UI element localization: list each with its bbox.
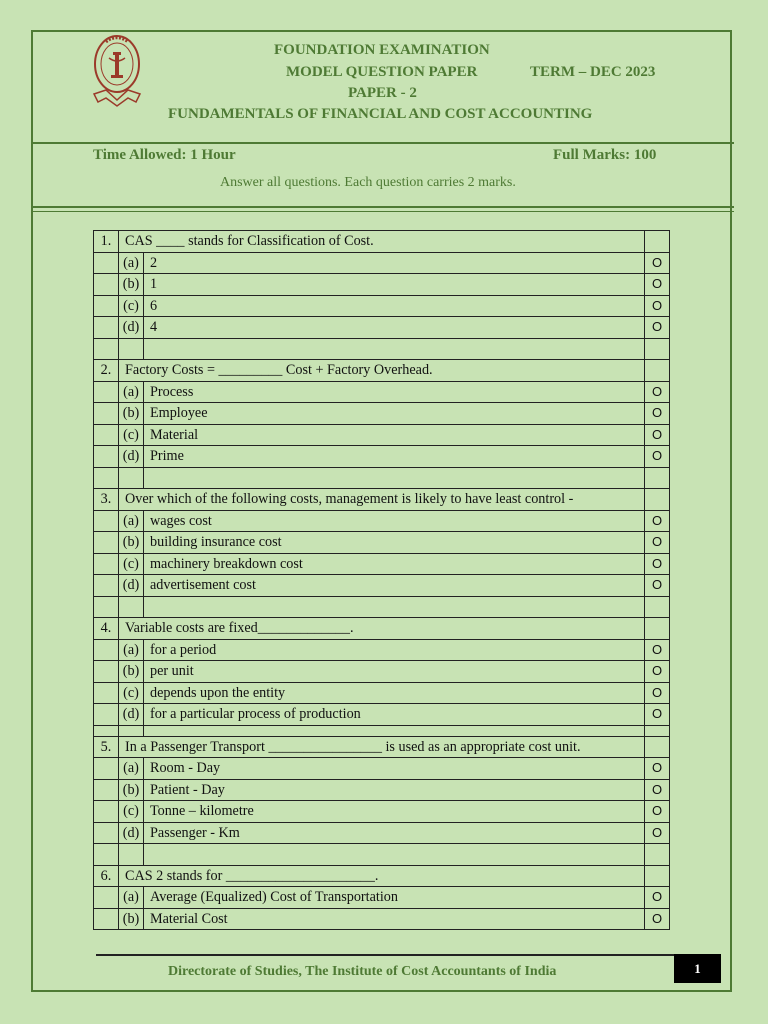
time-allowed: Time Allowed: 1 Hour bbox=[93, 147, 236, 163]
question-text: CAS ____ stands for Classification of Cost. bbox=[119, 231, 645, 253]
footer-org: Directorate of Studies, The Institute of Cost Accountants of India bbox=[168, 964, 557, 979]
question-number: 5. bbox=[94, 736, 119, 758]
spacer-row bbox=[94, 338, 670, 360]
question-row bbox=[94, 231, 670, 253]
option-key: (d) bbox=[119, 704, 144, 726]
option-radio[interactable]: O bbox=[645, 682, 670, 704]
spacer-cell bbox=[645, 467, 670, 489]
option-row bbox=[94, 661, 670, 683]
option-radio[interactable]: O bbox=[645, 295, 670, 317]
subject-title: FUNDAMENTALS OF FINANCIAL AND COST ACCOUNTING bbox=[168, 106, 593, 122]
option-radio[interactable]: O bbox=[645, 639, 670, 661]
option-key: (c) bbox=[119, 424, 144, 446]
spacer-cell bbox=[645, 725, 670, 736]
option-key: (d) bbox=[119, 822, 144, 844]
option-key: (a) bbox=[119, 252, 144, 274]
spacer-cell bbox=[144, 596, 645, 618]
option-key: (b) bbox=[119, 779, 144, 801]
question-marker-cell bbox=[645, 865, 670, 887]
questions-table bbox=[93, 230, 670, 930]
option-row-blank bbox=[94, 887, 119, 909]
option-row-blank bbox=[94, 446, 119, 468]
spacer-cell bbox=[94, 844, 119, 866]
option-row bbox=[94, 682, 670, 704]
spacer-cell bbox=[645, 596, 670, 618]
option-row bbox=[94, 779, 670, 801]
institute-logo-icon bbox=[92, 34, 142, 108]
question-marker-cell bbox=[645, 736, 670, 758]
spacer-cell bbox=[144, 725, 645, 736]
spacer-row bbox=[94, 596, 670, 618]
option-key: (a) bbox=[119, 510, 144, 532]
option-text: 4 bbox=[144, 317, 645, 339]
option-row-blank bbox=[94, 822, 119, 844]
option-text: building insurance cost bbox=[144, 532, 645, 554]
spacer-cell bbox=[94, 725, 119, 736]
option-text: depends upon the entity bbox=[144, 682, 645, 704]
option-row bbox=[94, 252, 670, 274]
option-key: (a) bbox=[119, 639, 144, 661]
option-radio[interactable]: O bbox=[645, 553, 670, 575]
spacer-cell bbox=[144, 467, 645, 489]
question-number: 4. bbox=[94, 618, 119, 640]
option-key: (d) bbox=[119, 446, 144, 468]
option-radio[interactable]: O bbox=[645, 381, 670, 403]
option-key: (b) bbox=[119, 274, 144, 296]
option-key: (b) bbox=[119, 403, 144, 425]
option-radio[interactable]: O bbox=[645, 887, 670, 909]
option-text: 2 bbox=[144, 252, 645, 274]
exam-title: FOUNDATION EXAMINATION bbox=[274, 42, 490, 58]
option-row bbox=[94, 887, 670, 909]
option-row bbox=[94, 424, 670, 446]
option-radio[interactable]: O bbox=[645, 274, 670, 296]
option-key: (c) bbox=[119, 801, 144, 823]
option-key: (a) bbox=[119, 381, 144, 403]
spacer-cell bbox=[119, 338, 144, 360]
question-number: 6. bbox=[94, 865, 119, 887]
option-text: 6 bbox=[144, 295, 645, 317]
option-row-blank bbox=[94, 403, 119, 425]
option-text: Room - Day bbox=[144, 758, 645, 780]
option-key: (b) bbox=[119, 532, 144, 554]
question-row bbox=[94, 865, 670, 887]
option-row bbox=[94, 553, 670, 575]
question-number: 2. bbox=[94, 360, 119, 382]
option-row-blank bbox=[94, 682, 119, 704]
option-text: Prime bbox=[144, 446, 645, 468]
option-row-blank bbox=[94, 661, 119, 683]
option-text: per unit bbox=[144, 661, 645, 683]
option-row bbox=[94, 704, 670, 726]
option-radio[interactable]: O bbox=[645, 317, 670, 339]
full-marks: Full Marks: 100 bbox=[553, 147, 657, 163]
spacer-cell bbox=[144, 338, 645, 360]
spacer-row bbox=[94, 725, 670, 736]
spacer-cell bbox=[94, 338, 119, 360]
option-text: Average (Equalized) Cost of Transportation bbox=[144, 887, 645, 909]
option-row bbox=[94, 446, 670, 468]
option-key: (c) bbox=[119, 553, 144, 575]
option-row bbox=[94, 381, 670, 403]
option-key: (b) bbox=[119, 908, 144, 930]
option-radio[interactable]: O bbox=[645, 801, 670, 823]
option-row-blank bbox=[94, 779, 119, 801]
question-text: Over which of the following costs, management is likely to have least control - bbox=[119, 489, 645, 511]
option-radio[interactable]: O bbox=[645, 252, 670, 274]
spacer-cell bbox=[119, 467, 144, 489]
option-row-blank bbox=[94, 532, 119, 554]
option-row-blank bbox=[94, 295, 119, 317]
question-number: 1. bbox=[94, 231, 119, 253]
option-text: Material Cost bbox=[144, 908, 645, 930]
option-row-blank bbox=[94, 758, 119, 780]
option-key: (a) bbox=[119, 887, 144, 909]
option-radio[interactable]: O bbox=[645, 446, 670, 468]
option-row-blank bbox=[94, 317, 119, 339]
option-radio[interactable]: O bbox=[645, 575, 670, 597]
question-row bbox=[94, 618, 670, 640]
instruction-text: Answer all questions. Each question carries 2 marks. bbox=[220, 175, 516, 190]
spacer-cell bbox=[94, 467, 119, 489]
option-text: Process bbox=[144, 381, 645, 403]
option-text: Passenger - Km bbox=[144, 822, 645, 844]
option-row bbox=[94, 295, 670, 317]
question-number: 3. bbox=[94, 489, 119, 511]
option-text: Tonne – kilometre bbox=[144, 801, 645, 823]
option-row bbox=[94, 639, 670, 661]
option-radio[interactable]: O bbox=[645, 758, 670, 780]
spacer-cell bbox=[645, 338, 670, 360]
option-row bbox=[94, 758, 670, 780]
option-text: Employee bbox=[144, 403, 645, 425]
option-row bbox=[94, 908, 670, 930]
header-divider-double-top bbox=[33, 206, 734, 208]
spacer-cell bbox=[119, 844, 144, 866]
option-row-blank bbox=[94, 801, 119, 823]
option-key: (d) bbox=[119, 317, 144, 339]
question-marker-cell bbox=[645, 618, 670, 640]
option-row-blank bbox=[94, 575, 119, 597]
option-text: wages cost bbox=[144, 510, 645, 532]
question-row bbox=[94, 360, 670, 382]
term-label: TERM – DEC 2023 bbox=[530, 64, 656, 80]
option-row bbox=[94, 403, 670, 425]
option-row-blank bbox=[94, 252, 119, 274]
option-radio[interactable]: O bbox=[645, 822, 670, 844]
question-row bbox=[94, 736, 670, 758]
option-radio[interactable]: O bbox=[645, 908, 670, 930]
spacer-row bbox=[94, 844, 670, 866]
header-divider-double-bottom bbox=[33, 211, 734, 212]
spacer-cell bbox=[645, 844, 670, 866]
option-radio[interactable]: O bbox=[645, 661, 670, 683]
question-marker-cell bbox=[645, 231, 670, 253]
option-row bbox=[94, 822, 670, 844]
page-number: 1 bbox=[674, 954, 721, 983]
question-text: CAS 2 stands for _____________________. bbox=[119, 865, 645, 887]
option-radio[interactable]: O bbox=[645, 532, 670, 554]
option-text: machinery breakdown cost bbox=[144, 553, 645, 575]
option-row-blank bbox=[94, 553, 119, 575]
option-text: Patient - Day bbox=[144, 779, 645, 801]
option-row-blank bbox=[94, 639, 119, 661]
spacer-cell bbox=[119, 725, 144, 736]
option-row-blank bbox=[94, 274, 119, 296]
option-row bbox=[94, 317, 670, 339]
option-row-blank bbox=[94, 424, 119, 446]
question-row bbox=[94, 489, 670, 511]
option-radio[interactable]: O bbox=[645, 704, 670, 726]
option-text: for a particular process of production bbox=[144, 704, 645, 726]
footer-rule bbox=[96, 954, 674, 956]
option-row bbox=[94, 575, 670, 597]
option-key: (b) bbox=[119, 661, 144, 683]
spacer-cell bbox=[119, 596, 144, 618]
option-radio[interactable]: O bbox=[645, 510, 670, 532]
question-marker-cell bbox=[645, 360, 670, 382]
option-row bbox=[94, 532, 670, 554]
option-row-blank bbox=[94, 381, 119, 403]
option-text: 1 bbox=[144, 274, 645, 296]
option-row bbox=[94, 510, 670, 532]
option-row-blank bbox=[94, 510, 119, 532]
question-text: Factory Costs = _________ Cost + Factory Overhead. bbox=[119, 360, 645, 382]
option-row bbox=[94, 274, 670, 296]
option-key: (a) bbox=[119, 758, 144, 780]
question-text: Variable costs are fixed_____________. bbox=[119, 618, 645, 640]
model-paper-title: MODEL QUESTION PAPER bbox=[286, 64, 478, 80]
option-text: for a period bbox=[144, 639, 645, 661]
option-radio[interactable]: O bbox=[645, 424, 670, 446]
header-divider bbox=[33, 142, 734, 144]
option-row-blank bbox=[94, 704, 119, 726]
option-text: Material bbox=[144, 424, 645, 446]
question-text: In a Passenger Transport ________________ is used as an appropriate cost unit. bbox=[119, 736, 645, 758]
option-radio[interactable]: O bbox=[645, 779, 670, 801]
spacer-cell bbox=[144, 844, 645, 866]
option-row bbox=[94, 801, 670, 823]
option-key: (c) bbox=[119, 295, 144, 317]
option-row-blank bbox=[94, 908, 119, 930]
option-radio[interactable]: O bbox=[645, 403, 670, 425]
option-key: (d) bbox=[119, 575, 144, 597]
spacer-cell bbox=[94, 596, 119, 618]
spacer-row bbox=[94, 467, 670, 489]
option-text: advertisement cost bbox=[144, 575, 645, 597]
option-key: (c) bbox=[119, 682, 144, 704]
paper-number: PAPER - 2 bbox=[348, 85, 417, 101]
question-marker-cell bbox=[645, 489, 670, 511]
